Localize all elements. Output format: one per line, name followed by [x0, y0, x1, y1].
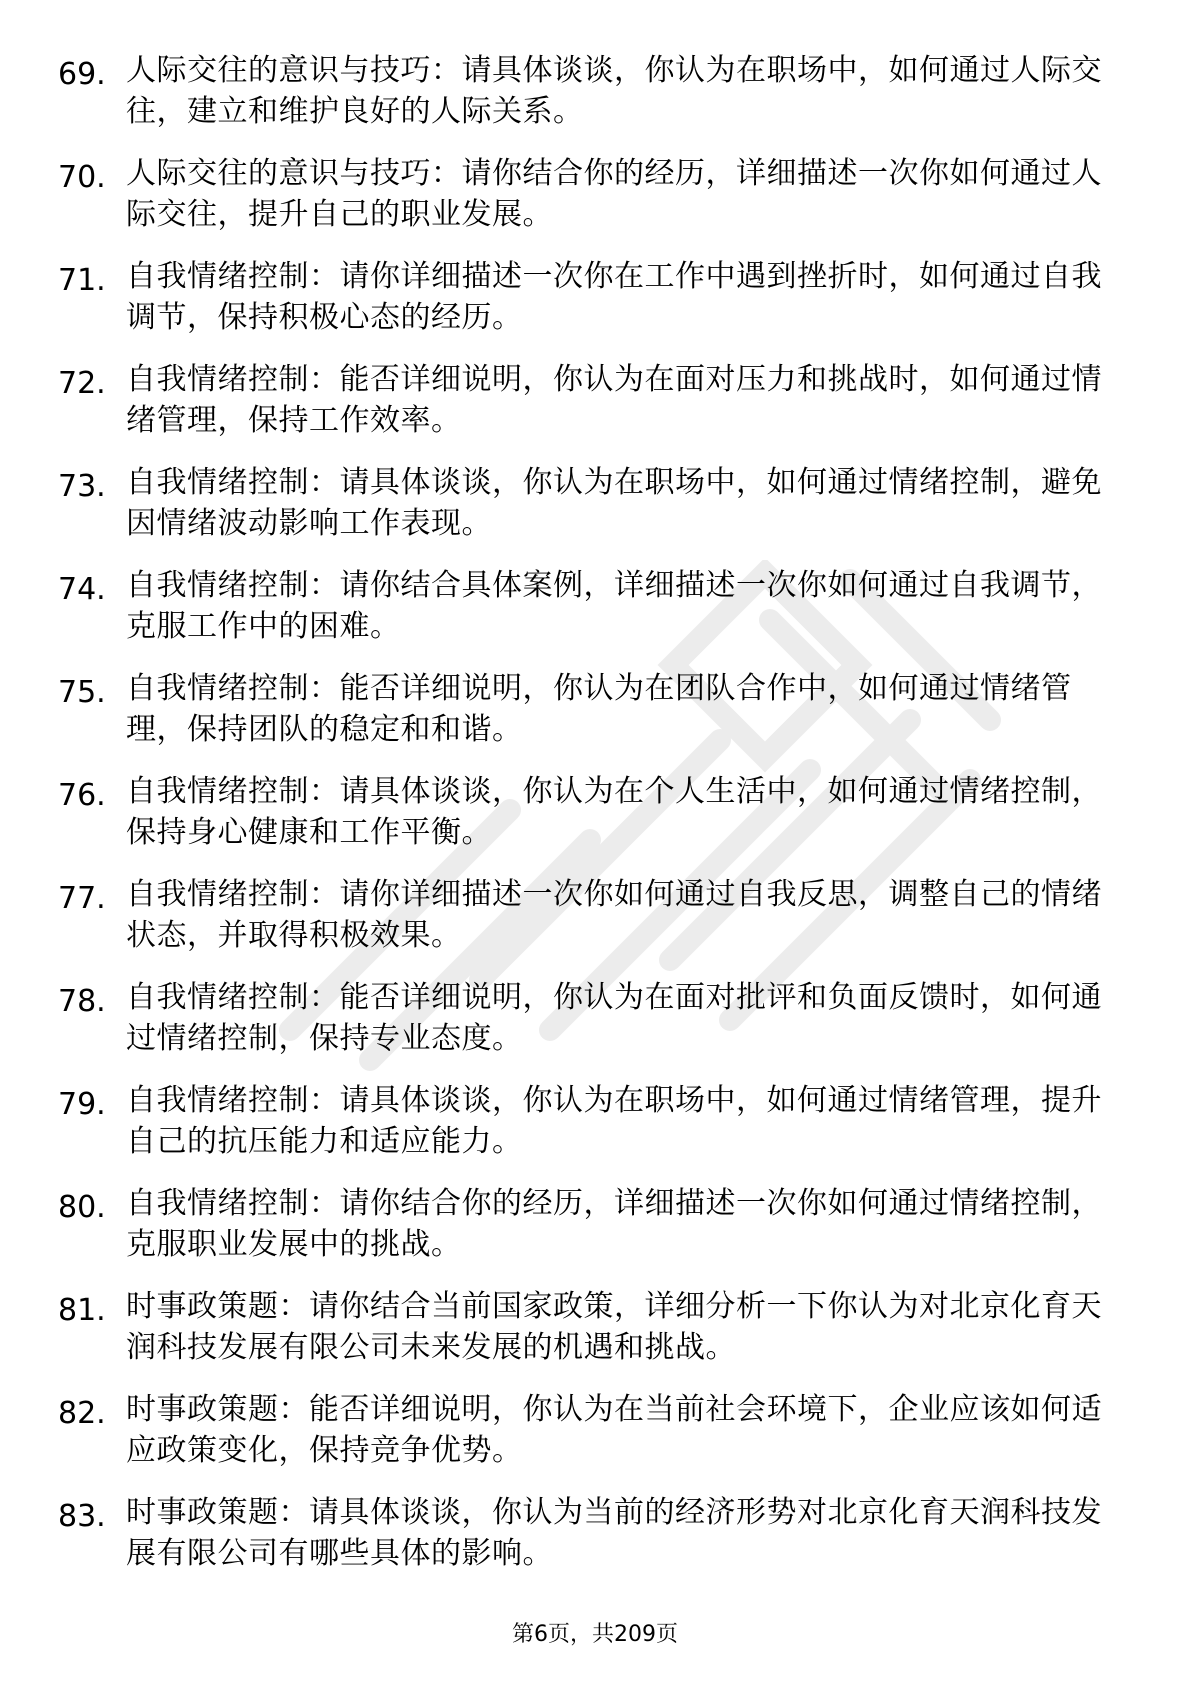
question-item [0, 771, 1190, 874]
question-item [0, 1389, 1190, 1492]
question-text: 自我情绪控制：请你结合具体案例，详细描述一次你如何通过自我调节，克服工作中的困难。 [126, 568, 1102, 644]
question-text: 自我情绪控制：能否详细说明，你认为在面对压力和挑战时，如何通过情绪管理，保持工作效率。 [126, 362, 1102, 438]
question-text: 时事政策题：请具体谈谈，你认为当前的经济形势对北京化育天润科技发展有限公司有哪些具体的影响。 [126, 1495, 1102, 1571]
question-item [0, 977, 1190, 1080]
question-number: 75. [58, 675, 106, 710]
question-number: 76. [58, 778, 106, 813]
question-number: 73. [58, 469, 106, 504]
question-text: 自我情绪控制：请你结合你的经历，详细描述一次你如何通过情绪控制，克服职业发展中的挑战。 [126, 1186, 1102, 1262]
question-text: 自我情绪控制：请具体谈谈，你认为在职场中，如何通过情绪管理，提升自己的抗压能力和适应能力。 [126, 1083, 1102, 1159]
question-item [0, 668, 1190, 771]
question-number: 82. [58, 1396, 106, 1431]
question-number: 70. [58, 160, 106, 195]
question-text: 时事政策题：请你结合当前国家政策，详细分析一下你认为对北京化育天润科技发展有限公司未来发展的机遇和挑战。 [126, 1289, 1102, 1365]
question-text: 自我情绪控制：请你详细描述一次你如何通过自我反思，调整自己的情绪状态，并取得积极效果。 [126, 877, 1102, 953]
question-number: 83. [58, 1499, 106, 1534]
question-item [0, 359, 1190, 462]
question-item [0, 1080, 1190, 1183]
question-number: 79. [58, 1087, 106, 1122]
question-text: 自我情绪控制：请具体谈谈，你认为在职场中，如何通过情绪控制，避免因情绪波动影响工作表现。 [126, 465, 1102, 541]
question-text: 时事政策题：能否详细说明，你认为在当前社会环境下，企业应该如何适应政策变化，保持竞争优势。 [126, 1392, 1102, 1468]
question-list [0, 50, 1190, 1595]
question-number: 77. [58, 881, 106, 916]
question-number: 72. [58, 366, 106, 401]
question-number: 81. [58, 1293, 106, 1328]
question-number: 80. [58, 1190, 106, 1225]
question-text: 自我情绪控制：请具体谈谈，你认为在个人生活中，如何通过情绪控制，保持身心健康和工作平衡。 [126, 774, 1102, 850]
question-item [0, 153, 1190, 256]
question-item [0, 565, 1190, 668]
question-item [0, 50, 1190, 153]
question-item [0, 1183, 1190, 1286]
question-item [0, 874, 1190, 977]
question-text: 自我情绪控制：能否详细说明，你认为在面对批评和负面反馈时，如何通过情绪控制，保持专业态度。 [126, 980, 1102, 1056]
question-item [0, 256, 1190, 359]
page-number: 第6页，共209页 [512, 1622, 678, 1647]
question-item [0, 462, 1190, 565]
question-item [0, 1492, 1190, 1595]
question-text: 自我情绪控制：请你详细描述一次你在工作中遇到挫折时，如何通过自我调节，保持积极心态的经历。 [126, 259, 1102, 335]
question-text: 人际交往的意识与技巧：请你结合你的经历，详细描述一次你如何通过人际交往，提升自己的职业发展。 [126, 156, 1102, 232]
question-item [0, 1286, 1190, 1389]
question-number: 74. [58, 572, 106, 607]
question-text: 人际交往的意识与技巧：请具体谈谈，你认为在职场中，如何通过人际交往，建立和维护良好的人际关系。 [126, 53, 1102, 129]
question-number: 71. [58, 263, 106, 298]
question-number: 78. [58, 984, 106, 1019]
question-number: 69. [58, 57, 106, 92]
question-text: 自我情绪控制：能否详细说明，你认为在团队合作中，如何通过情绪管理，保持团队的稳定和和谐。 [126, 671, 1072, 747]
